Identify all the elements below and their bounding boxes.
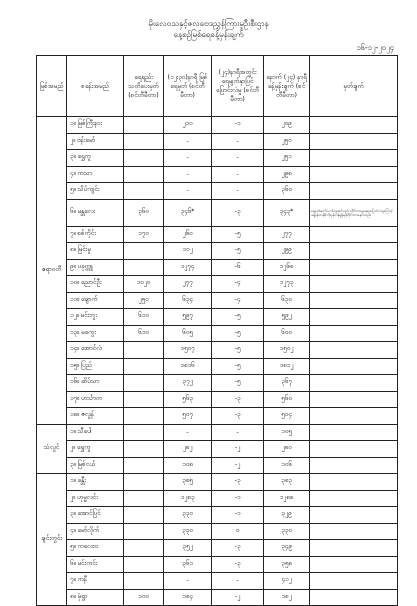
change-cell: -	[212, 424, 264, 441]
table-row	[37, 325, 398, 342]
change-cell: -	[212, 166, 264, 183]
observed-level-cell: ၁၀၈	[164, 457, 212, 474]
change-cell: -၃	[212, 391, 264, 408]
table-row	[37, 199, 398, 226]
station-cell: ၁။ ခန္တီး	[67, 474, 124, 491]
danger-level-cell	[124, 243, 164, 260]
forecast-cell: ၂၅၀	[264, 133, 310, 150]
forecast-cell: ၃၆၀	[264, 183, 310, 200]
station-cell: ၈။ မြင်းမူ	[67, 243, 124, 260]
forecast-cell: ၂၉၈	[264, 166, 310, 183]
station-cell: ၈။ မုံရွာ	[67, 589, 124, 606]
forecast-cell: ၁၅၀၂	[264, 342, 310, 359]
table-row	[37, 166, 398, 183]
remark-cell	[310, 150, 398, 167]
forecast-cell: ၃၄၃*	[264, 199, 310, 226]
forecast-cell: ၂၀၉	[264, 117, 310, 134]
forecast-cell: ၂၇၇	[264, 226, 310, 243]
change-cell: -၅	[212, 342, 264, 359]
table-row	[37, 457, 398, 474]
change-cell: -၅	[212, 325, 264, 342]
station-cell: ၁၄။ အောင်လံ	[67, 342, 124, 359]
danger-level-cell: ၂၅၀	[124, 292, 164, 309]
danger-level-cell	[124, 507, 164, 524]
change-cell: -၅	[212, 226, 264, 243]
station-cell: ၃။ ရွှေကူ	[67, 150, 124, 167]
change-cell: -၁	[212, 117, 264, 134]
remark-cell	[310, 408, 398, 425]
danger-level-cell	[124, 391, 164, 408]
change-cell: -၅	[212, 375, 264, 392]
danger-level-cell	[124, 556, 164, 573]
change-cell: -၁	[212, 507, 264, 524]
change-cell: -၅	[212, 243, 264, 260]
forecast-cell: ၁၈၂	[264, 589, 310, 606]
river-forecast-table	[36, 55, 398, 606]
table-row	[37, 490, 398, 507]
remark-cell	[310, 523, 398, 540]
observed-level-cell: ၁၈၄	[164, 589, 212, 606]
header-remark: မှတ်ချက်	[310, 56, 398, 117]
station-cell: ၆။ မန္တလေး	[67, 199, 124, 226]
page-title: မိုးလေဝသနှင့်ဇလဗေဒညွှန်ကြားမှုဦးစီးဌာန	[148, 19, 269, 28]
table-row	[37, 474, 398, 491]
forecast-cell: ၅၆၀	[264, 391, 310, 408]
danger-level-cell	[124, 474, 164, 491]
change-cell: -၃	[212, 556, 264, 573]
observed-level-cell: ၃၈၅	[164, 474, 212, 491]
remark-cell	[310, 474, 398, 491]
observed-level-cell: ၃၅၂	[164, 540, 212, 557]
station-cell: ၁၀။ ညောင်ဦး	[67, 276, 124, 293]
station-cell: ၃။ အောင်ပြင်	[67, 507, 124, 524]
station-cell: ၁၇။ ဟင်္သာတ	[67, 391, 124, 408]
header-observed-level: (၁၂း၃၀)နာရီ မြစ်ရေမှတ် (စင်တီမီတာ)	[164, 56, 212, 117]
station-cell: ၁၆။ ဆိပ်သာ	[67, 375, 124, 392]
station-cell: ၉။ ပခုက္ကူ	[67, 259, 124, 276]
forecast-cell: ၁၂၈၈	[264, 490, 310, 507]
table-row	[37, 342, 398, 359]
remark-cell: ရေမှတ်ဆက်လက်ကျဆင်းမည်။ တိုင်းတာမှုနေရာပြောင်းလဲမှုကြောင့် ခန့်မှန်းတန်ဖိုးကိုမှန်ကန်မှုရှိရန်တိုင်းတာနေပါသည်။	[310, 199, 398, 226]
observed-level-cell: ၁၈၁၆	[164, 358, 212, 375]
observed-level-cell: ၁၂၈၃	[164, 490, 212, 507]
change-cell: -၆	[212, 259, 264, 276]
danger-level-cell	[124, 342, 164, 359]
forecast-cell: ၃၅၈	[264, 556, 310, 573]
change-cell: -	[212, 150, 264, 167]
table-row	[37, 408, 398, 425]
observed-level-cell: ၂၆၀	[164, 226, 212, 243]
danger-level-cell	[124, 457, 164, 474]
station-cell: ၄။ မော်လိုက်	[67, 523, 124, 540]
table-body	[37, 117, 398, 606]
danger-level-cell	[124, 133, 164, 150]
observed-level-cell: ၃၇၂	[164, 375, 212, 392]
table-row	[37, 523, 398, 540]
danger-level-cell	[124, 540, 164, 557]
danger-level-cell	[124, 358, 164, 375]
station-cell: ၁၈။ ဇလွန်	[67, 408, 124, 425]
remark-cell	[310, 166, 398, 183]
observed-level-cell: ၁၅၀၇	[164, 342, 212, 359]
observed-level-cell: ၁၀၂	[164, 243, 212, 260]
forecast-cell: ၆၀၀	[264, 325, 310, 342]
danger-level-cell	[124, 166, 164, 183]
table-row	[37, 358, 398, 375]
station-cell: ၁၃။ မကွေး	[67, 325, 124, 342]
observed-level-cell: -	[164, 150, 212, 167]
table-row	[37, 589, 398, 606]
forecast-cell: ၃၃၀	[264, 523, 310, 540]
header-24h-change: (၂၄)နာရီအတွင်း ရေမျက်နှာပြင် ပြောင်းလဲမှု (စင်တီမီတာ)	[212, 56, 264, 117]
remark-cell	[310, 117, 398, 134]
station-cell: ၅။ ကလေးဝ	[67, 540, 124, 557]
table-row	[37, 540, 398, 557]
danger-level-cell	[124, 573, 164, 590]
page-subtitle: နေ့စဉ်မြစ်ရေခန့်မှန်းချက်	[173, 30, 244, 39]
table-row	[37, 507, 398, 524]
danger-level-cell	[124, 117, 164, 134]
change-cell: -၃	[212, 408, 264, 425]
observed-level-cell: ၃၃၀	[164, 523, 212, 540]
remark-cell	[310, 183, 398, 200]
header-station: စခန်းအမည်	[67, 56, 124, 117]
table-row	[37, 573, 398, 590]
change-cell: -၄	[212, 292, 264, 309]
station-cell: ၂။ ဟုမ္မလင်း	[67, 490, 124, 507]
forecast-cell: ၂၉၉	[264, 243, 310, 260]
remark-cell	[310, 540, 398, 557]
table-row	[37, 150, 398, 167]
danger-level-cell: ၁၀၂၀	[124, 276, 164, 293]
remark-cell	[310, 507, 398, 524]
station-cell: ၁။ မြစ်ကြီးနား	[67, 117, 124, 134]
remark-cell	[310, 573, 398, 590]
table-row	[37, 391, 398, 408]
remark-cell	[310, 391, 398, 408]
table-row	[37, 375, 398, 392]
forecast-cell: ၅၀၄	[264, 408, 310, 425]
station-cell: ၁။ သီပေါ	[67, 424, 124, 441]
remark-cell	[310, 309, 398, 326]
change-cell: ၀	[212, 523, 264, 540]
table-row	[37, 133, 398, 150]
change-cell: -၂	[212, 589, 264, 606]
change-cell: -၃	[212, 474, 264, 491]
change-cell: -	[212, 183, 264, 200]
station-cell: ၁၂။ မင်းဘူး	[67, 309, 124, 326]
observed-level-cell: ၆၃၄	[164, 292, 212, 309]
station-cell: ၆။ မင်းကင်း	[67, 556, 124, 573]
remark-cell	[310, 292, 398, 309]
table-row	[37, 441, 398, 458]
forecast-cell: ၃၈၃	[264, 474, 310, 491]
observed-level-cell: ၅၆၃	[164, 391, 212, 408]
remark-cell	[310, 556, 398, 573]
remark-cell	[310, 424, 398, 441]
station-cell: ၄။ ကသာ	[67, 166, 124, 183]
observed-level-cell: ၂၇၇	[164, 276, 212, 293]
remark-cell	[310, 342, 398, 359]
observed-level-cell: ၂၈၂	[164, 441, 212, 458]
danger-level-cell: ၁၇၀	[124, 226, 164, 243]
observed-level-cell: ၃၆၁	[164, 556, 212, 573]
station-cell: ၅။ သိပ်ကျင်း	[67, 183, 124, 200]
station-cell: ၇။ စစ်ကိုင်း	[67, 226, 124, 243]
table-row	[37, 309, 398, 326]
change-cell: -	[212, 573, 264, 590]
forecast-cell: ၁၈၁၂	[264, 358, 310, 375]
remark-cell	[310, 358, 398, 375]
observed-level-cell: ၁၂၇၄	[164, 259, 212, 276]
change-cell: -	[212, 133, 264, 150]
table-row	[37, 183, 398, 200]
station-cell: ၂။ ဗန်းမော်	[67, 133, 124, 150]
danger-level-cell	[124, 259, 164, 276]
forecast-cell: ၃၆၇	[264, 375, 310, 392]
observed-level-cell: -	[164, 183, 212, 200]
danger-level-cell: ၆၁၀	[124, 325, 164, 342]
observed-level-cell: -	[164, 133, 212, 150]
river-name-cell: ချင်းတွင်း	[37, 474, 67, 606]
observed-level-cell: -	[164, 424, 212, 441]
header-forecast: နောက် (၂၄) နာရီ ခန့်မှန်းချက် (စင်တီမီတာ)	[264, 56, 310, 117]
change-cell: -၃	[212, 199, 264, 226]
observed-level-cell: ၃၃၀	[164, 507, 212, 524]
danger-level-cell	[124, 424, 164, 441]
forecast-cell: ၃၄၉	[264, 540, 310, 557]
remark-cell	[310, 276, 398, 293]
river-name-cell: သံလွင်	[37, 424, 67, 474]
station-cell: ၇။ ကနီ	[67, 573, 124, 590]
remark-cell	[310, 259, 398, 276]
observed-level-cell: ၂၁၀	[164, 117, 212, 134]
table-row	[37, 259, 398, 276]
table-row	[37, 424, 398, 441]
remark-cell	[310, 490, 398, 507]
observed-level-cell: ၆၀၅	[164, 325, 212, 342]
station-cell: ၁၁။ ချောက်	[67, 292, 124, 309]
danger-level-cell	[124, 441, 164, 458]
forecast-cell: ၃၂၉	[264, 507, 310, 524]
table-row	[37, 226, 398, 243]
forecast-cell: ၄၁၂	[264, 573, 310, 590]
change-cell: -၂	[212, 457, 264, 474]
change-cell: -၂	[212, 441, 264, 458]
header-danger-level: ရေရည်း သတိပေးမှတ် (စင်တီမီတာ)	[124, 56, 164, 117]
table-row	[37, 556, 398, 573]
river-name-cell: ဧရာဝတီ	[37, 117, 67, 425]
remark-cell	[310, 243, 398, 260]
forecast-cell: ၅၉၂	[264, 309, 310, 326]
change-cell: -၅	[212, 358, 264, 375]
remark-cell	[310, 226, 398, 243]
table-row	[37, 276, 398, 293]
remark-cell	[310, 441, 398, 458]
remark-cell	[310, 375, 398, 392]
forecast-cell: ၁၀၆	[264, 457, 310, 474]
danger-level-cell: ၃၆၀	[124, 199, 164, 226]
danger-level-cell	[124, 523, 164, 540]
table-header-row	[37, 56, 398, 117]
remark-cell	[310, 589, 398, 606]
change-cell: -၁	[212, 490, 264, 507]
remark-cell	[310, 457, 398, 474]
forecast-cell: ၁၂၆၈	[264, 259, 310, 276]
report-date: ၁၆-၁၂-၂၀၂၄	[356, 43, 394, 52]
remark-cell	[310, 133, 398, 150]
station-cell: ၃။ မြစ်ငယ်	[67, 457, 124, 474]
forecast-cell: ၁၀၅	[264, 424, 310, 441]
observed-level-cell: -	[164, 166, 212, 183]
table-row	[37, 243, 398, 260]
observed-level-cell: -	[164, 573, 212, 590]
forecast-cell: ၁၂၇၃	[264, 276, 310, 293]
observed-level-cell: ၃၄၆*	[164, 199, 212, 226]
station-cell: ၁၅။ ပြည်	[67, 358, 124, 375]
forecast-cell: ၆၃၀	[264, 292, 310, 309]
danger-level-cell: ၁၀၀	[124, 589, 164, 606]
station-cell: ၂။ ရွှေကူ	[67, 441, 124, 458]
table-row	[37, 292, 398, 309]
change-cell: -၅	[212, 309, 264, 326]
danger-level-cell	[124, 183, 164, 200]
change-cell: -၄	[212, 276, 264, 293]
forecast-cell: ၂၈၀	[264, 441, 310, 458]
remark-cell	[310, 325, 398, 342]
danger-level-cell	[124, 375, 164, 392]
change-cell: -၃	[212, 540, 264, 557]
forecast-cell: ၂၅၁	[264, 150, 310, 167]
observed-level-cell: ၅၀၇	[164, 408, 212, 425]
danger-level-cell	[124, 490, 164, 507]
danger-level-cell: ၆၁၀	[124, 309, 164, 326]
danger-level-cell	[124, 150, 164, 167]
table-row	[37, 117, 398, 134]
danger-level-cell	[124, 408, 164, 425]
header-river: မြစ်အမည်	[37, 56, 67, 117]
observed-level-cell: ၅၉၇	[164, 309, 212, 326]
